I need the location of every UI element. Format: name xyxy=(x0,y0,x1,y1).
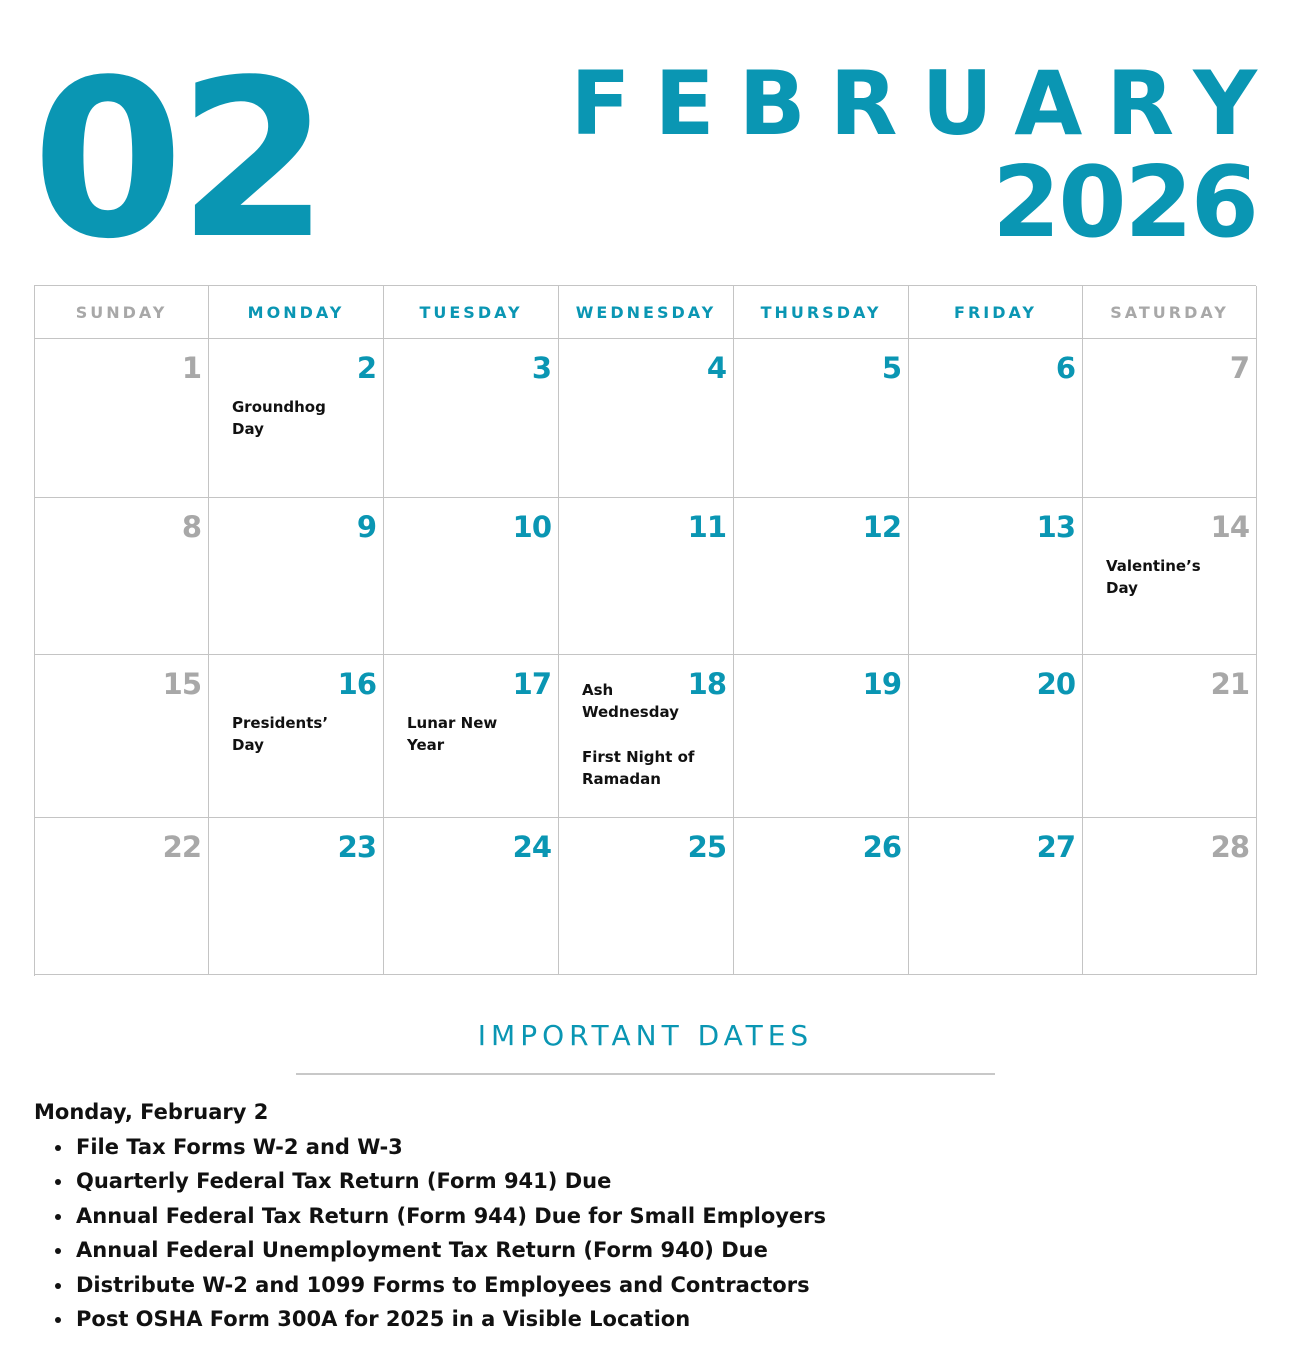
day-cell xyxy=(209,655,384,818)
month-name: FEBRUARY xyxy=(570,52,1281,155)
day-number: 21 xyxy=(1210,667,1249,701)
year: 2026 xyxy=(992,146,1257,260)
list-item: Distribute W-2 and 1099 Forms to Employees and Contractors xyxy=(52,1268,826,1302)
day-number: 18 xyxy=(687,667,726,701)
day-cell xyxy=(734,498,909,655)
day-cell xyxy=(35,655,209,818)
day-cell xyxy=(559,818,734,975)
day-number: 11 xyxy=(687,510,726,544)
day-number: 9 xyxy=(356,510,376,544)
day-number: 13 xyxy=(1036,510,1075,544)
day-cell xyxy=(559,339,734,498)
day-number: 14 xyxy=(1210,510,1249,544)
day-number: 26 xyxy=(862,830,901,864)
day-cell xyxy=(384,498,559,655)
day-number: 2 xyxy=(356,351,376,385)
day-cell xyxy=(909,818,1083,975)
day-cell xyxy=(1083,818,1257,975)
event-presidents-day: Presidents’ Day xyxy=(232,714,329,754)
day-number: 6 xyxy=(1055,351,1075,385)
day-cell xyxy=(1083,339,1257,498)
day-cell xyxy=(384,818,559,975)
day-cell xyxy=(909,339,1083,498)
event-first-night-of-ramadan: First Night of Ramadan xyxy=(582,748,695,788)
calendar-grid xyxy=(34,285,1256,976)
day-number: 7 xyxy=(1229,351,1249,385)
important-dates-list xyxy=(52,1130,826,1336)
day-number: 22 xyxy=(162,830,201,864)
day-number: 8 xyxy=(181,510,201,544)
day-number: 28 xyxy=(1210,830,1249,864)
day-number: 27 xyxy=(1036,830,1075,864)
day-cell xyxy=(209,818,384,975)
list-item: Quarterly Federal Tax Return (Form 941) Due xyxy=(52,1164,826,1198)
day-cell xyxy=(35,818,209,975)
day-cell xyxy=(384,655,559,818)
day-number: 20 xyxy=(1036,667,1075,701)
weekday-header-saturday: SATURDAY xyxy=(1083,286,1257,339)
day-number: 10 xyxy=(512,510,551,544)
day-cell xyxy=(559,655,734,818)
day-cell xyxy=(1083,655,1257,818)
event-groundhog-day: Groundhog Day xyxy=(232,398,326,438)
weekday-header-thursday: THURSDAY xyxy=(734,286,909,339)
list-item: Annual Federal Unemployment Tax Return (Form 940) Due xyxy=(52,1233,826,1267)
weekday-header-tuesday: TUESDAY xyxy=(384,286,559,339)
day-cell xyxy=(35,339,209,498)
day-number: 3 xyxy=(531,351,551,385)
important-date-heading: Monday, February 2 xyxy=(34,1100,269,1124)
weekday-header-friday: FRIDAY xyxy=(909,286,1083,339)
day-cell xyxy=(209,498,384,655)
day-cell xyxy=(909,655,1083,818)
list-item: File Tax Forms W-2 and W-3 xyxy=(52,1130,826,1164)
day-number: 24 xyxy=(512,830,551,864)
day-number: 25 xyxy=(687,830,726,864)
day-cell xyxy=(1083,498,1257,655)
day-number: 15 xyxy=(162,667,201,701)
day-number: 17 xyxy=(512,667,551,701)
important-dates-title: IMPORTANT DATES xyxy=(477,1019,814,1052)
section-divider xyxy=(296,1073,995,1075)
day-number: 23 xyxy=(337,830,376,864)
day-number: 19 xyxy=(862,667,901,701)
weekday-header-sunday: SUNDAY xyxy=(35,286,209,339)
day-cell xyxy=(734,818,909,975)
day-number: 16 xyxy=(337,667,376,701)
day-cell xyxy=(734,339,909,498)
event-lunar-new-year: Lunar New Year xyxy=(407,714,498,754)
weekday-header-monday: MONDAY xyxy=(209,286,384,339)
day-number: 5 xyxy=(881,351,901,385)
month-number: 02 xyxy=(32,34,324,287)
weekday-header-wednesday: WEDNESDAY xyxy=(559,286,734,339)
event-valentines-day: Valentine’s Day xyxy=(1106,557,1201,597)
day-number: 1 xyxy=(181,351,201,385)
day-cell xyxy=(909,498,1083,655)
day-number: 4 xyxy=(706,351,726,385)
day-cell xyxy=(384,339,559,498)
day-cell xyxy=(209,339,384,498)
day-number: 12 xyxy=(862,510,901,544)
day-cell xyxy=(35,498,209,655)
list-item: Annual Federal Tax Return (Form 944) Due for Small Employers xyxy=(52,1199,826,1233)
day-cell xyxy=(734,655,909,818)
list-item: Post OSHA Form 300A for 2025 in a Visible Location xyxy=(52,1302,826,1336)
day-cell xyxy=(559,498,734,655)
event-ash-wednesday: Ash Wednesday xyxy=(582,681,679,721)
